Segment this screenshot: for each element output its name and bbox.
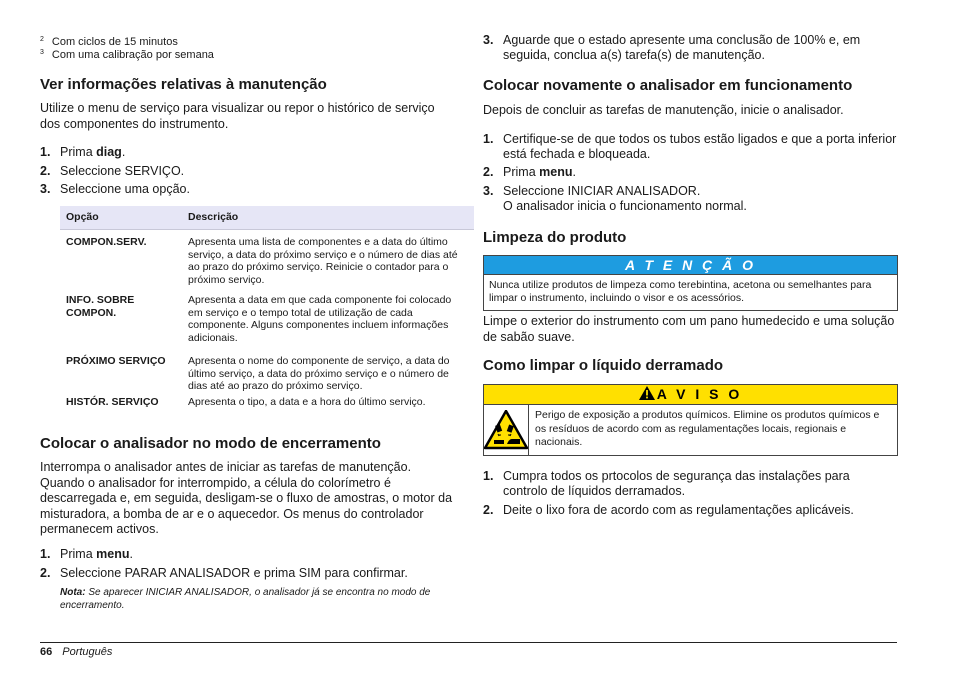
spill-step-1: 1. Cumpra todos os prtocolos de segurança das instalações para controlo de líquidos derramados. xyxy=(483,469,850,498)
maintenance-step-1: 1. Prima diag. xyxy=(40,145,126,159)
table-header-option: Opção xyxy=(60,206,182,230)
heading-spill: Como limpar o líquido derramado xyxy=(483,357,724,374)
page-footer xyxy=(40,642,897,658)
restart-intro: Depois de concluir as tarefas de manutenção, inicie o analisador. xyxy=(483,103,844,117)
footer-language: Português xyxy=(62,646,113,658)
cleaning-body: Limpe o exterior do instrumento com um pano humedecido e uma solução de sabão suave. xyxy=(483,314,895,344)
footnote-3: $^3$ Com uma calibração por semana xyxy=(40,49,214,61)
table-row: HISTÓR. SERVIÇO Apresenta o tipo, a data e a hora do último serviço. xyxy=(66,396,426,408)
heading-maintenance-info: Ver informações relativas à manutenção xyxy=(40,76,327,93)
restart-step-2: 2. Prima menu. xyxy=(483,165,576,179)
warning-box xyxy=(483,384,898,456)
restart-step-3: 3. Seleccione INICIAR ANALISADOR. O analisador inicia o funcionamento normal. xyxy=(483,184,747,213)
restart-step-1: 1. Certifique-se de que todos os tubos estão ligados e que a porta inferior está fechada e bloqueada. xyxy=(483,132,897,161)
shutdown-note: Nota: Se aparecer INICIAR ANALISADOR, o analisador já se encontra no modo de encerramento. xyxy=(60,587,431,611)
attention-box xyxy=(483,255,898,311)
table-header-description: Descrição xyxy=(182,206,474,230)
attention-text: Nunca utilize produtos de limpeza como terebintina, acetona ou semelhantes para limpar o instrumento, incluindo o visor e os acessórios. xyxy=(489,279,872,304)
table-row: PRÓXIMO SERVIÇO Apresenta o nome do componente de serviço, a data do último serviço, a data do próximo serviço e o número de dias até ao prazo do próximo serviço. xyxy=(66,355,450,392)
footnote-2: $^2$ Com ciclos de 15 minutos xyxy=(40,36,178,48)
shutdown-step-1: 1. Prima menu. xyxy=(40,547,133,561)
maintenance-step-2: 2. Seleccione SERVIÇO. xyxy=(40,164,185,178)
table-row: COMPON.SERV. Apresenta uma lista de componentes e a data do último serviço, a data do próximo serviço e o número de dias até ao prazo do próximo serviço. Reinicie o contador para o próximo serviço. xyxy=(66,236,458,286)
warning-title: A V I S O xyxy=(656,386,743,402)
page-number: 66 xyxy=(40,646,53,658)
shutdown-intro: Interrompa o analisador antes de iniciar as tarefas de manutenção. Quando o analisador for interrompido, a célula do colorímetro é descarregada e, em seguida, desligam-se o fluxo de amostras, o motor da misturadora, a bomba de ar e o aquecedor. Os menus do controlador permanecem activos. xyxy=(40,460,453,536)
table-header-row xyxy=(60,206,474,230)
maintenance-step-3: 3. Seleccione uma opção. xyxy=(40,182,190,196)
attention-title: A T E N Ç Ã O xyxy=(484,256,897,275)
warning-triangle-icon xyxy=(639,386,655,400)
service-options-table xyxy=(60,206,474,409)
warning-header xyxy=(484,385,897,405)
maintenance-info-intro: Utilize o menu de serviço para visualizar ou repor o histórico de serviço dos componentes do instrumento. xyxy=(40,101,435,131)
heading-restart: Colocar novamente o analisador em funcionamento xyxy=(483,77,853,94)
warning-text: Perigo de exposição a produtos químicos. Elimine os produtos químicos e os resíduos de acordo com as regulamentações locais, regionais e nacionais. xyxy=(535,409,880,448)
corrosive-hazard-icon xyxy=(484,405,529,455)
heading-cleaning: Limpeza do produto xyxy=(483,229,627,246)
shutdown-step-3: 3. Aguarde que o estado apresente uma conclusão de 100% e, em seguida, conclua a(s) tarefa(s) de manutenção. xyxy=(483,33,861,62)
spill-step-2: 2. Deite o lixo fora de acordo com as regulamentações aplicáveis. xyxy=(483,503,854,517)
heading-shutdown: Colocar o analisador no modo de encerramento xyxy=(40,435,381,452)
shutdown-step-2: 2. Seleccione PARAR ANALISADOR e prima SIM para confirmar. xyxy=(40,566,408,580)
table-row: INFO. SOBRE COMPON. Apresenta a data em que cada componente foi colocado em serviço e o tempo total de utilização de cada componente. Alguns componentes incluem informações adicionais. xyxy=(66,294,452,344)
